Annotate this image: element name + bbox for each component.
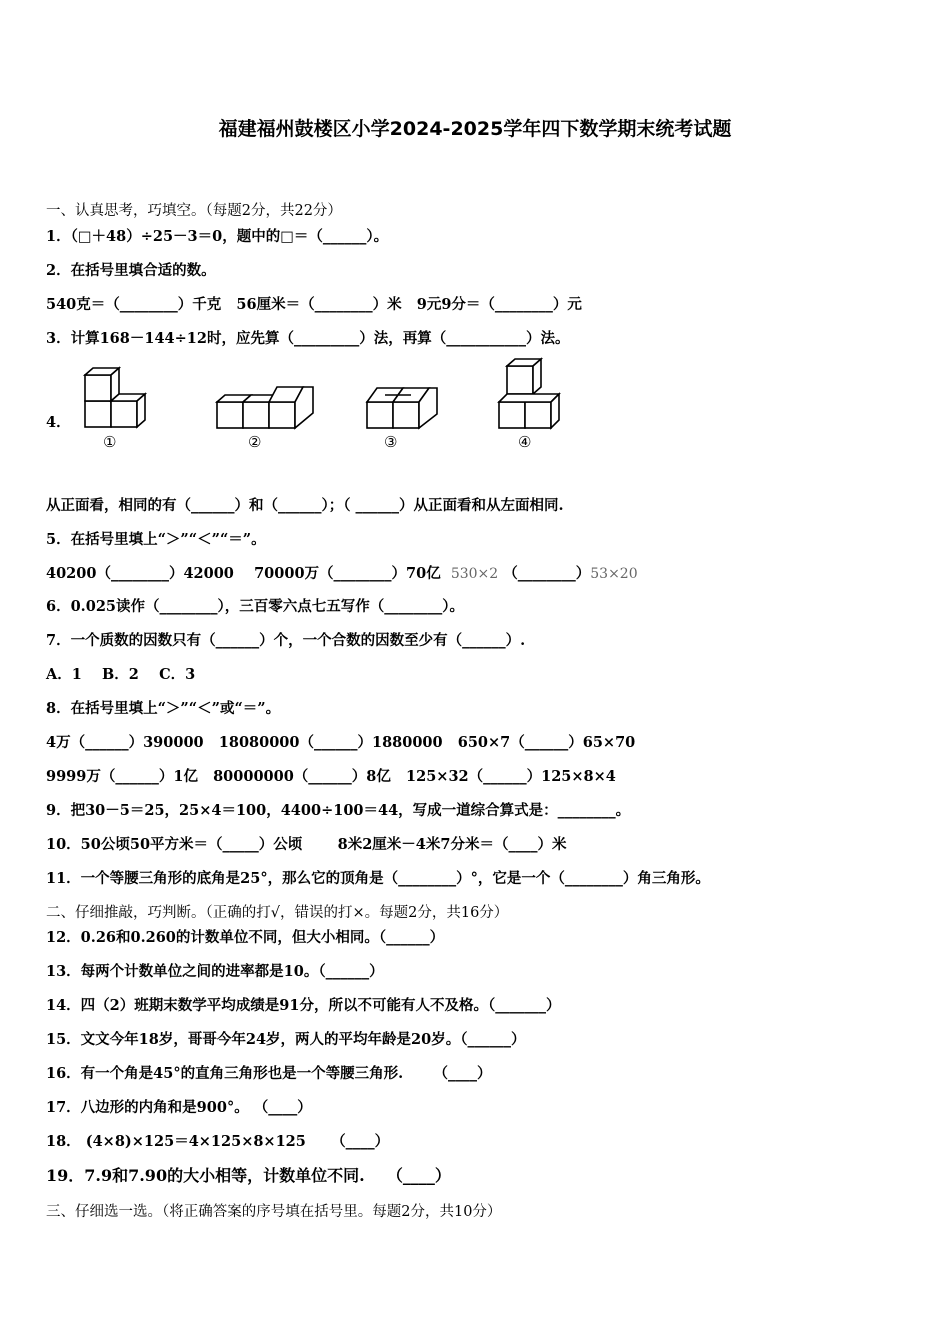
question-8: 8．在括号里填上“＞”“＜”或“＝”。 <box>46 700 281 717</box>
question-6: 6．0.025读作（________），三百零六点七五写作（________）。 <box>46 598 464 615</box>
expr-530x2: 530×2 <box>450 566 499 582</box>
q5-blank: （________） <box>503 565 591 582</box>
cube-figure-3 <box>362 380 447 432</box>
question-7-options: A．1 B．2 C．3 <box>46 666 196 683</box>
question-1: 1．（□＋48）÷25－3＝0，题中的□＝（______）。 <box>46 228 389 245</box>
question-5: 5．在括号里填上“＞”“＜”“＝”。 <box>46 531 266 548</box>
cube-figure-1 <box>80 365 160 430</box>
figure-label-2: ② <box>248 433 262 451</box>
question-5-items <box>46 564 638 584</box>
question-11: 11．一个等腰三角形的底角是25°，那么它的顶角是（________）°，它是一个（________）角三角形。 <box>46 870 710 887</box>
question-16: 16．有一个角是45°的直角三角形也是一个等腰三角形. （____） <box>46 1065 492 1082</box>
section-1-heading: 一、认真思考，巧填空。（每题2分，共22分） <box>46 203 342 219</box>
question-10: 10．50公顷50平方米＝（_____）公顷 8米2厘米－4米7分米＝（____）米 <box>46 836 567 853</box>
question-8-row-1: 4万（______）390000 18080000（______）1880000 650×7（______）65×70 <box>46 734 636 751</box>
question-9: 9．把30－5＝25，25×4＝100，4400÷100＝44，写成一道综合算式是：________。 <box>46 802 631 819</box>
question-15: 15．文文今年18岁，哥哥今年24岁，两人的平均年龄是20岁。（______） <box>46 1031 526 1048</box>
question-7: 7．一个质数的因数只有（______）个，一个合数的因数至少有（______）. <box>46 632 526 649</box>
question-13: 13．每两个计数单位之间的进率都是10。（______） <box>46 963 384 980</box>
question-19: 19．7.9和7.90的大小相等，计数单位不同. （____） <box>46 1166 451 1185</box>
expr-53x20: 53×20 <box>590 566 638 582</box>
section-2-heading: 二、仔细推敲，巧判断。（正确的打√，错误的打×。每题2分，共16分） <box>46 905 509 921</box>
question-12: 12．0.26和0.260的计数单位不同，但大小相同。（______） <box>46 929 445 946</box>
question-2-items: 540克＝（________）千克 56厘米＝（________）米 9元9分＝（________）元 <box>46 296 582 313</box>
section-3-heading: 三、仔细选一选。（将正确答案的序号填在括号里。每题2分，共10分） <box>46 1204 502 1220</box>
question-2: 2．在括号里填合适的数。 <box>46 262 216 279</box>
figure-label-4: ④ <box>518 433 532 451</box>
question-5-items-a: 40200（________）42000 70000万（________）70亿 <box>46 565 441 582</box>
question-4-text: 从正面看，相同的有（______）和（______）；（ ______）从正面看和从左面相同. <box>46 497 564 514</box>
page-title: 福建福州鼓楼区小学2024-2025学年四下数学期末统考试题 <box>218 118 732 140</box>
question-18: 18． (4×8)×125＝4×125×8×125 （____） <box>46 1133 390 1150</box>
question-14: 14．四（2）班期末数学平均成绩是91分，所以不可能有人不及格。（_______） <box>46 997 561 1014</box>
question-17: 17．八边形的内角和是900°。 （____） <box>46 1099 312 1116</box>
figure-label-1: ① <box>103 433 117 451</box>
cube-figure-4 <box>492 355 577 433</box>
figure-label-3: ③ <box>384 433 398 451</box>
question-4-number: 4． <box>46 414 71 431</box>
cube-figure-2 <box>212 380 322 432</box>
question-8-row-2: 9999万（______）1亿 80000000（______）8亿 125×32（______）125×8×4 <box>46 768 616 785</box>
question-3: 3．计算168－144÷12时，应先算（_________）法，再算（___________）法。 <box>46 330 570 347</box>
